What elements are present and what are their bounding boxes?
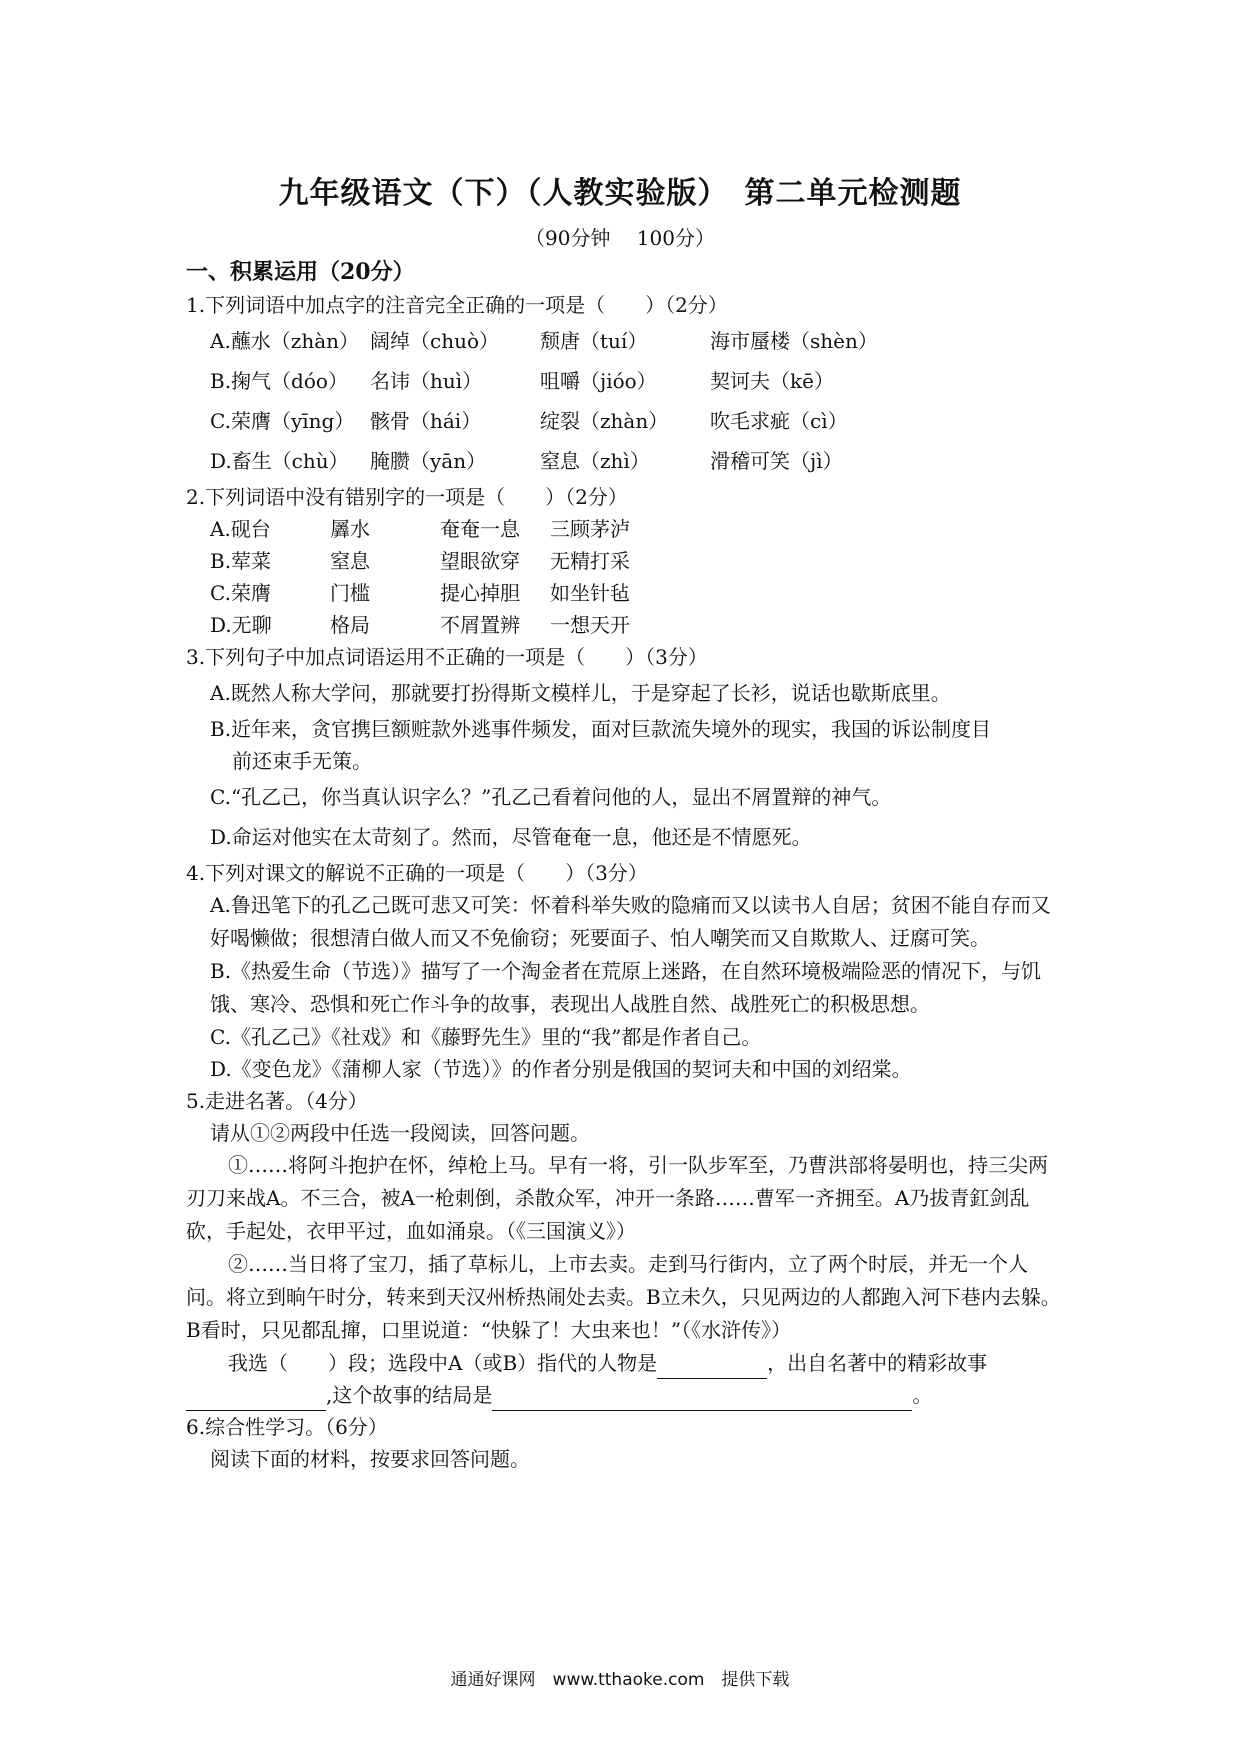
question-6-stem: 6.综合性学习。（6分） <box>186 1415 388 1439</box>
question-4-option-c: C.《孔乙己》《社戏》和《藤野先生》里的“我”都是作者自己。 <box>210 1025 762 1049</box>
option-item: 咀嚼（jióo） <box>540 369 657 393</box>
option-item: 海市蜃楼（shèn） <box>710 329 878 353</box>
question-2-option-c <box>186 577 1066 609</box>
answer-blank[interactable] <box>186 1388 326 1411</box>
answer-prompt: 。 <box>912 1383 933 1407</box>
question-1-option-a <box>186 321 1066 361</box>
option-item: 三顾茅泸 <box>550 517 630 541</box>
question-4-option-b: B.《热爱生命（节选）》描写了一个淘金者在荒原上迷路，在自然环境极端险恶的情况下，与饥饿、寒冷、恐惧和死亡作斗争的故事，表现出人战胜自然、战胜死亡的积极思想。 <box>210 959 1042 1016</box>
option-item: 契诃夫（kē） <box>710 369 834 393</box>
option-item: D.畜生（chù） <box>210 449 349 473</box>
answer-prompt: 我选（ ）段；选段中A（或B）指代的人物是 <box>228 1351 658 1375</box>
option-item: 吹毛求疵（cì） <box>710 409 848 433</box>
option-item: 窒息 <box>330 549 370 573</box>
passage-2: ②……当日将了宝刀，插了草标儿，上市去卖。走到马行街内，立了两个时辰，并无一个人问。将立到晌午时分，转来到天汉州桥热闹处去卖。B立未久，只见两边的人都跑入河下巷内去躲。B看时，只见都乱撺，口里说道：“快躲了！大虫来也！”（《水浒传》） <box>186 1252 1061 1342</box>
question-1-option-b <box>186 361 1066 401</box>
option-item: B.荤菜 <box>210 549 272 573</box>
option-item: D.无聊 <box>210 613 272 637</box>
section-heading: 一、积累运用（20分） <box>186 259 415 285</box>
option-item: 名讳（huì） <box>370 369 483 393</box>
passage-1: ①……将阿斗抱护在怀，绰枪上马。早有一将，引一队步军至，乃曹洪部将晏明也，持三尖两刃刀来战A。不三合，被A一枪刺倒，杀散众军，冲开一条路……曹军一齐拥至。A乃拔青釭剑乱砍，手起处，衣甲平过，血如涌泉。（《三国演义》） <box>186 1153 1048 1243</box>
answer-blank[interactable] <box>492 1388 912 1411</box>
question-4-stem: 4.下列对课文的解说不正确的一项是（ ）（3分） <box>186 861 648 885</box>
answer-blank[interactable] <box>657 1356 767 1379</box>
page-title: 九年级语文（下）（人教实验版） 第二单元检测题 <box>278 176 962 211</box>
option-item: A.砚台 <box>210 517 271 541</box>
option-item: B.掬气（dóo） <box>210 369 348 393</box>
question-3-option-c: C.“孔乙己，你当真认识字么？”孔乙己看着问他的人，显出不屑置辩的神气。 <box>210 785 892 809</box>
question-1-option-d <box>186 441 1066 481</box>
option-item: 提心掉胆 <box>440 581 520 605</box>
question-2-option-b <box>186 545 1066 577</box>
question-2-option-d <box>186 609 1066 641</box>
question-6-instruction: 阅读下面的材料，按要求回答问题。 <box>210 1447 530 1471</box>
option-item: 望眼欲穿 <box>440 549 520 573</box>
question-5-answer-line1 <box>186 1347 1066 1379</box>
question-3-option-b-line2: 前还束手无策。 <box>232 749 372 773</box>
option-item: 骸骨（hái） <box>370 409 482 433</box>
option-item: 奄奄一息 <box>440 517 520 541</box>
question-4-option-d: D.《变色龙》《蒲柳人家（节选）》的作者分别是俄国的契诃夫和中国的刘绍棠。 <box>210 1057 912 1081</box>
answer-prompt: ,这个故事的结局是 <box>326 1383 493 1407</box>
option-item: 一想天开 <box>550 613 630 637</box>
question-3-option-b-line1: B.近年来，贪官携巨额赃款外逃事件频发，面对巨款流失境外的现实，我国的诉讼制度目 <box>210 717 992 741</box>
question-1-option-c <box>186 401 1066 441</box>
question-3-option-d: D.命运对他实在太苛刻了。然而，尽管奄奄一息，他还是不情愿死。 <box>210 825 812 849</box>
page-subtitle: （90分钟 100分） <box>525 226 715 250</box>
option-item: 绽裂（zhàn） <box>540 409 669 433</box>
question-5-stem: 5.走进名著。（4分） <box>186 1089 368 1113</box>
option-item: C.荣膺（yīng） <box>210 409 355 433</box>
option-item: 阔绰（chuò） <box>370 329 500 353</box>
option-item: A.蘸水（zhàn） <box>210 329 360 353</box>
answer-prompt: ，出自名著中的精彩故事 <box>767 1351 988 1375</box>
option-item: 不屑置辨 <box>440 613 520 637</box>
option-item: 如坐针毡 <box>550 581 630 605</box>
question-3-stem: 3.下列句子中加点词语运用不正确的一项是（ ）（3分） <box>186 645 708 669</box>
option-item: C.荣膺 <box>210 581 271 605</box>
option-item: 羼水 <box>330 517 370 541</box>
question-3-option-a: A.既然人称大学问，那就要打扮得斯文模样儿，于是穿起了长衫，说话也歇斯底里。 <box>210 681 951 705</box>
page-footer: 通通好课网 www.tthaoke.com 提供下载 <box>450 1670 790 1690</box>
question-5-answer-line2 <box>186 1379 1066 1411</box>
option-item: 门槛 <box>330 581 370 605</box>
question-5-instruction: 请从①②两段中任选一段阅读，回答问题。 <box>210 1121 590 1145</box>
question-2-stem: 2.下列词语中没有错别字的一项是（ ）（2分） <box>186 485 628 509</box>
option-item: 无精打采 <box>550 549 630 573</box>
exam-content <box>186 255 1066 1475</box>
option-item: 滑稽可笑（jì） <box>710 449 843 473</box>
option-item: 颓唐（tuí） <box>540 329 648 353</box>
option-item: 窒息（zhì） <box>540 449 650 473</box>
question-1-stem: 1.下列词语中加点字的注音完全正确的一项是（ ）（2分） <box>186 293 728 317</box>
option-item: 格局 <box>330 613 370 637</box>
question-4-option-a: A.鲁迅笔下的孔乙己既可悲又可笑：怀着科举失败的隐痛而又以读书人自居；贫困不能自存而又好喝懒做；很想清白做人而又不免偷窃；死要面子、怕人嘲笑而又自欺欺人、迂腐可笑。 <box>210 893 1051 950</box>
question-2-option-a <box>186 513 1066 545</box>
option-item: 腌臜（yān） <box>370 449 487 473</box>
